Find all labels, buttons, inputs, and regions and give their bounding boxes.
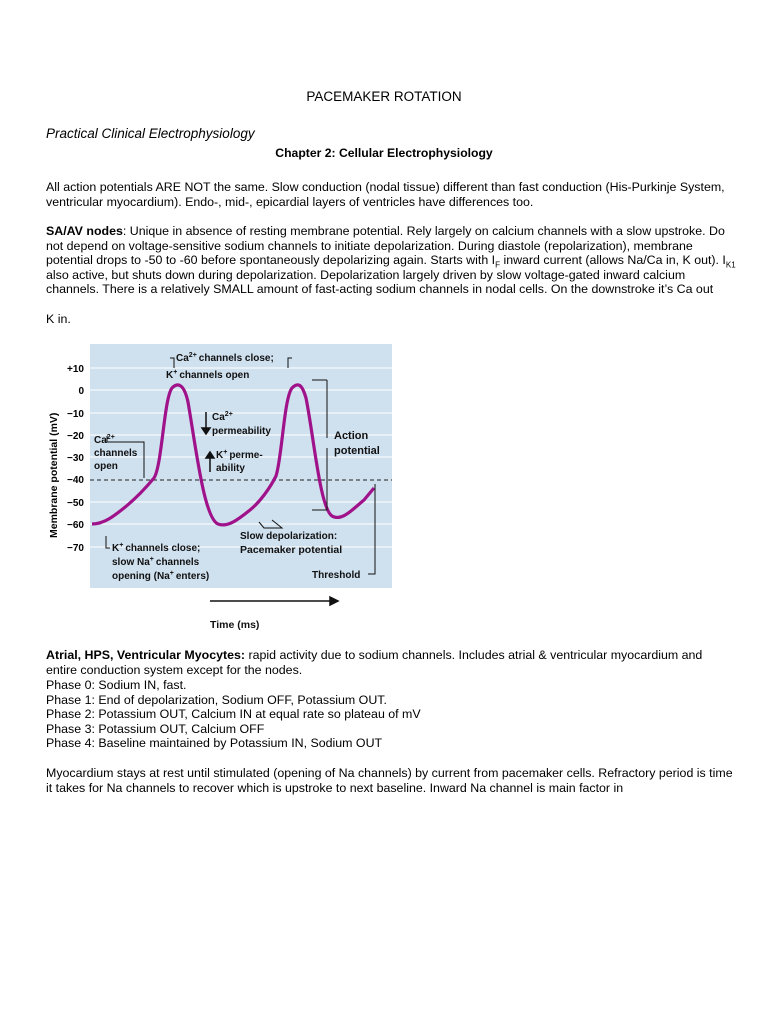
intro-paragraph: All action potentials ARE NOT the same. Slow conduction (nodal tissue) different than fast conduction (His-Purkinje System, ventricular myocardium). Endo-, mid-, epicardial layers of ventricles have differences too. — [46, 180, 725, 209]
sa-av-line-end: K in. — [46, 312, 71, 326]
chapter-heading: Chapter 2: Cellular Electrophysiology — [275, 146, 493, 160]
phase-list — [46, 678, 421, 751]
ytick: −30 — [67, 453, 84, 464]
ytick: −10 — [67, 409, 84, 420]
label-ca-close: $Ca^{2+}$ channels close; — [176, 352, 274, 364]
label-na-enters: opening (Na+ enters) — [112, 570, 210, 582]
label-k-perm-3: ability — [216, 463, 245, 474]
label-ca-open-3: open — [94, 461, 118, 472]
label-slow-dep: Slow depolarization: — [240, 531, 338, 542]
label-ca-perm: $Ca^{2+}$ — [212, 411, 233, 423]
phase-item: Phase 3: Potassium OUT, Calcium OFF — [46, 721, 265, 736]
label-k-close: K+ channels close; — [112, 542, 201, 554]
label-threshold: Threshold — [312, 570, 361, 581]
phase-item: Phase 1: End of depolarization, Sodium OFF, Potassium OUT. — [46, 692, 387, 707]
closing-paragraph: Myocardium stays at rest until stimulated (opening of Na channels) by current from pacemaker cells. Refractory period is time it takes for Na channels to recover which is upstroke to next baseline. Inward Na channel is main factor in — [46, 766, 733, 795]
myocytes-heading: Atrial, HPS, Ventricular Myocytes: — [46, 648, 246, 662]
sa-av-heading: SA/AV nodes — [46, 224, 123, 238]
ytick: −60 — [67, 520, 84, 531]
ytick: −40 — [67, 475, 84, 486]
x-axis-label: Time (ms) — [210, 619, 260, 631]
label-k-open: K+ channels open — [166, 369, 250, 381]
page-title: PACEMAKER ROTATION — [306, 89, 462, 104]
y-axis-label: Membrane potential (mV) — [48, 412, 60, 538]
label-action: Action — [334, 430, 369, 442]
label-k-perm: K+ perme- — [216, 449, 263, 461]
sa-av-paragraph: SA/AV nodes: Unique in absence of resting membrane potential. Rely largely on calcium channels with a slow upstroke. Do not depend on voltage-sensitive sodium channels to initiate depolarization. During diastole (repolarization), membrane potential drops to -50 to -60 before spontaneously depolarizing again. Starts with $I_F$ inward current (allows Na/Ca in, K out). $I_{K1}$ also active, but shuts down during depolarization. Depolarization largely driven by slow voltage-gated inward calcium channels. There is a relatively SMALL amount of fast-acting sodium channels in nodal cells. On the downstroke it’s Ca out — [46, 224, 736, 297]
myocytes-paragraph: Atrial, HPS, Ventricular Myocytes: rapid activity due to sodium channels. Includes atrial & ventricular myocardium and entire conduction system except for the nodes. — [46, 648, 703, 677]
phase-item: Phase 2: Potassium OUT, Calcium IN at equal rate so plateau of mV — [46, 707, 421, 722]
phase-item: Phase 4: Baseline maintained by Potassium IN, Sodium OUT — [46, 736, 383, 751]
label-slow-na: slow Na+ channels — [112, 556, 200, 568]
action-potential-figure — [44, 338, 396, 636]
ytick: +10 — [67, 364, 84, 375]
label-potential: potential — [334, 445, 380, 457]
label-ca-open: $Ca^{2+}$ — [94, 434, 115, 446]
phase-item: Phase 0: Sodium IN, fast. — [46, 678, 187, 692]
ytick: −20 — [67, 431, 84, 442]
label-ca-perm-2: permeability — [212, 426, 271, 437]
label-ca-open-2: channels — [94, 448, 138, 459]
book-title: Practical Clinical Electrophysiology — [46, 126, 255, 141]
ytick: −70 — [67, 543, 84, 554]
label-pacemaker: Pacemaker potential — [240, 544, 343, 556]
ytick: −50 — [67, 498, 84, 509]
ytick: 0 — [78, 386, 84, 397]
